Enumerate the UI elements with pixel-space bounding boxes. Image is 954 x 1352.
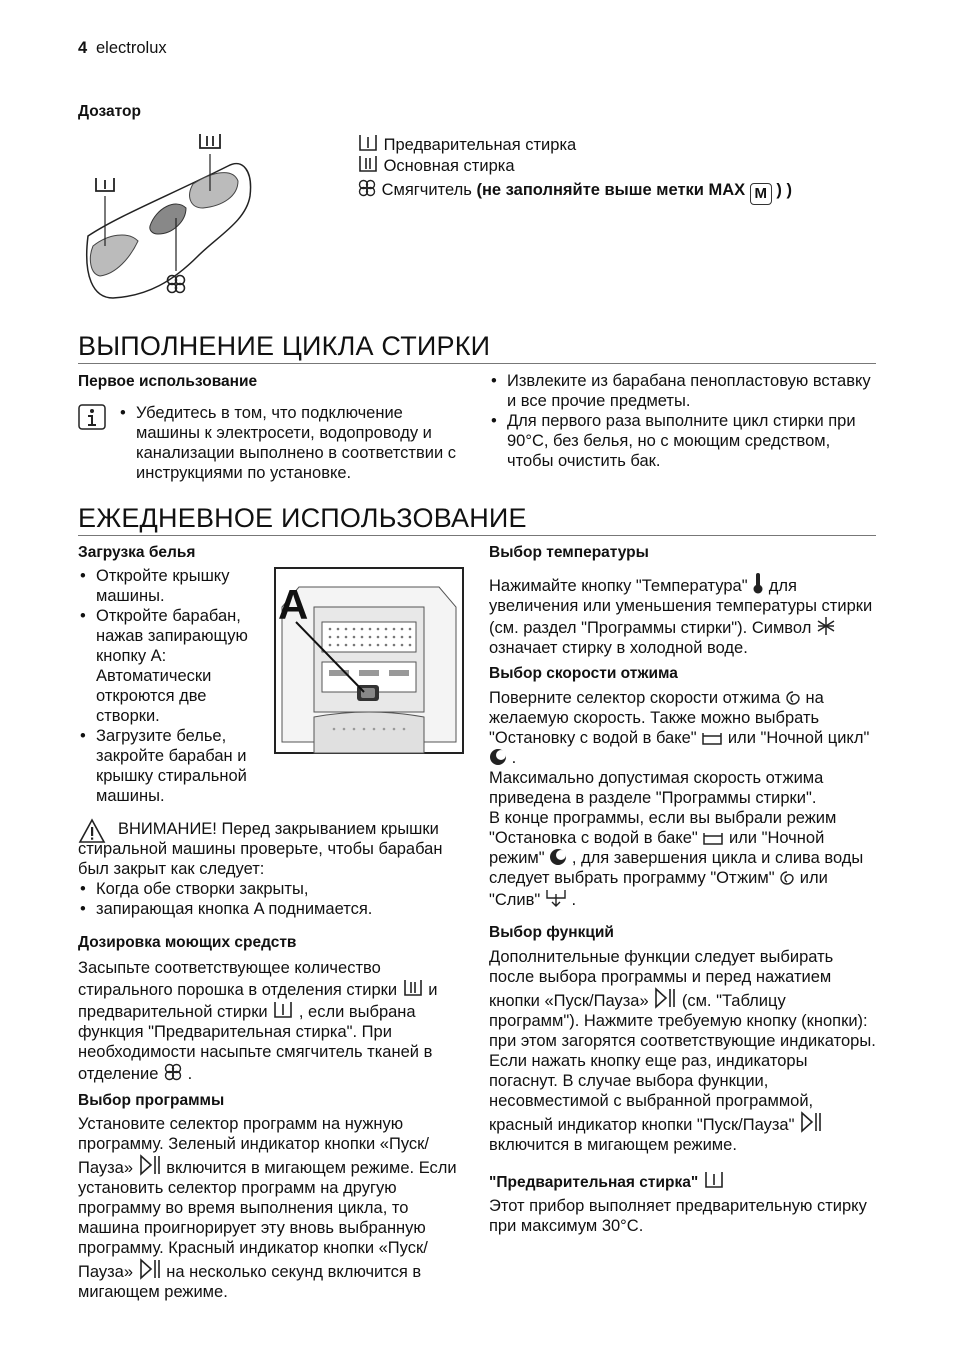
- start-pause-icon: [653, 987, 677, 1009]
- warning-paragraph: [78, 819, 460, 879]
- section-title-cycle: ВЫПОЛНЕНИЕ ЦИКЛА СТИРКИ: [78, 331, 491, 361]
- machine-figure: [274, 567, 464, 754]
- list-item: • запирающая кнопка A поднимается.: [78, 899, 460, 919]
- dosing-text-a: Засыпьте соответствующее количество стирального порошка в отделения стирки: [78, 959, 398, 999]
- prewash-function-title-text: "Предварительная стирка": [489, 1174, 699, 1191]
- list-item: • Убедитесь в том, что подключение машины к электросети, водопроводу и канализации выполнено в соответствии с инструкциями по установке.: [118, 403, 463, 483]
- warning-list: [78, 879, 460, 919]
- first-use-title: Первое использование: [78, 373, 258, 390]
- softener-icon: [163, 1062, 183, 1082]
- spin-icon: [785, 690, 801, 706]
- section-rule: [78, 535, 876, 536]
- list-item: • Для первого раза выполните цикл стирки при 90°C, без белья, но с моющим средством, чтобы очистить бак.: [489, 411, 874, 471]
- figure-label-a: A: [278, 581, 309, 628]
- program-title: Выбор программы: [78, 1092, 225, 1109]
- spin-text-f: В конце программы, если вы выбрали режим "Остановка с водой в баке": [489, 809, 837, 847]
- program-text-b: включится в мигающем режиме. Если установить селектор программ на другую программу во время выполнения цикла, то машина проигнорирует эту вновь выбранную программу. Красный индикатор кнопки «Пуск/Пауза»: [78, 1159, 457, 1281]
- spin-paragraph: [489, 688, 877, 910]
- dosing-paragraph: [78, 958, 460, 1084]
- list-item: • Загрузите белье, закройте барабан и крышку стиральной машины.: [78, 726, 250, 806]
- func-text-b: (см. "Таблицу программ"). Нажмите требуемую кнопку (кнопки): при этом загорятся соответствующие индикаторы. Если нажать кнопку еще раз, индикаторы погаснут. В случае выбора функции, несовместимой с выбранной программой, красный индикатор кнопки "Пуск/Пауза": [489, 992, 876, 1134]
- program-text-c: на несколько секунд включится в мигающем режиме.: [78, 1263, 422, 1301]
- cold-wash-icon: [816, 616, 836, 636]
- mainwash-icon: [357, 154, 379, 174]
- prewash-icon: [703, 1170, 725, 1190]
- softener-icon: [357, 178, 377, 198]
- dispenser-drawing: [78, 126, 268, 306]
- list-item: • Откройте барабан, нажав запирающую кнопку A: Автоматически откроются две створки.: [78, 606, 250, 726]
- night-cycle-icon: [489, 748, 507, 766]
- dispenser-title: Дозатор: [78, 103, 141, 120]
- loading-title: Загрузка белья: [78, 544, 196, 561]
- first-use-info-list: [118, 403, 463, 483]
- func-title: Выбор функций: [489, 924, 614, 941]
- start-pause-icon: [138, 1258, 162, 1280]
- info-icon: [78, 404, 106, 430]
- func-text-c: включится в мигающем режиме.: [489, 1136, 737, 1154]
- drain-icon: [545, 888, 567, 908]
- first-use-right-list: [489, 371, 874, 471]
- prewash-icon: [272, 1000, 294, 1020]
- func-text-a: Дополнительные функции следует выбирать после выбора программы и перед нажатием кнопки «Пуск/Пауза»: [489, 948, 834, 1010]
- dosing-title: Дозировка моющих средств: [78, 934, 297, 951]
- warning-title: ВНИМАНИЕ!: [118, 820, 217, 838]
- section-title-daily: ЕЖЕДНЕВНОЕ ИСПОЛЬЗОВАНИЕ: [78, 503, 527, 533]
- softener-note: (не заполняйте выше метки MAX: [476, 181, 746, 199]
- rinse-hold-icon: [702, 830, 724, 846]
- spin-text-a: Поверните селектор скорости отжима: [489, 689, 781, 707]
- start-pause-icon: [138, 1154, 162, 1176]
- thermometer-icon: [752, 572, 764, 594]
- legend-mainwash: [357, 154, 792, 175]
- legend-softener-label: Смягчитель: [381, 181, 472, 199]
- start-pause-icon: [799, 1111, 823, 1133]
- legend-softener: [357, 178, 792, 202]
- spin-text-g: или "Ночной режим": [489, 829, 825, 867]
- max-mark-icon: M: [750, 183, 772, 205]
- spin-text-c: или "Ночной цикл": [727, 729, 870, 747]
- night-cycle-icon: [549, 848, 567, 866]
- prewash-icon: [357, 133, 379, 153]
- spin-icon: [779, 870, 795, 886]
- temp-text-a: Нажимайте кнопку "Температура": [489, 577, 748, 595]
- spin-text-b: на желаемую скорость. Также можно выбрать "Остановку с водой в баке": [489, 689, 824, 747]
- dosing-text-b: и предварительной стирки: [78, 981, 438, 1021]
- dosing-text-c: , если выбрана функция "Предварительная стирка". При необходимости насыпьте смягчитель тканей в отделение: [78, 1003, 433, 1083]
- legend-prewash: [357, 133, 792, 154]
- brand-name: electrolux: [96, 39, 167, 57]
- spin-text-d: .: [511, 749, 517, 767]
- temp-text-c: означает стирку в холодной воде.: [489, 639, 748, 657]
- mainwash-icon: [402, 978, 424, 998]
- legend-prewash-label: Предварительная стирка: [383, 136, 577, 154]
- rinse-hold-icon: [701, 730, 723, 746]
- spin-text-j: .: [571, 891, 577, 909]
- list-item: • Извлеките из барабана пенопластовую вставку и все прочие предметы.: [489, 371, 874, 411]
- legend-mainwash-label: Основная стирка: [383, 157, 515, 175]
- temp-text-b: для увеличения или уменьшения температуры стирки (см. раздел "Программы стирки"). Символ: [489, 577, 873, 637]
- section-rule: [78, 363, 876, 364]
- warning-text: Перед закрыванием крышки стиральной машины проверьте, чтобы барабан был закрыт как следует:: [78, 820, 443, 878]
- program-text-a: Установите селектор программ на нужную программу. Зеленый индикатор кнопки «Пуск/Пауза»: [78, 1115, 429, 1177]
- program-paragraph: [78, 1114, 460, 1302]
- dosing-text-d: .: [187, 1065, 193, 1083]
- prewash-function-text: Этот прибор выполняет предварительную стирку при максимум 30°C.: [489, 1197, 867, 1235]
- spin-text-e: Максимально допустимая скорость отжима приведена в разделе "Программы стирки".: [489, 769, 824, 807]
- loading-list: [78, 566, 250, 806]
- func-paragraph: [489, 947, 877, 1155]
- spin-text-i: или "Слив": [489, 869, 828, 909]
- list-item: • Когда обе створки закрыты,: [78, 879, 460, 899]
- prewash-function-title: [489, 1170, 725, 1193]
- temp-title: Выбор температуры: [489, 544, 649, 561]
- softener-note-close: ) ): [776, 181, 792, 199]
- page-number: 4: [78, 39, 88, 57]
- spin-text-h: , для завершения цикла и слива воды следует выбрать программу "Отжим": [489, 849, 864, 887]
- list-item: • Откройте крышку машины.: [78, 566, 250, 606]
- spin-title: Выбор скорости отжима: [489, 665, 678, 682]
- temp-paragraph: [489, 572, 877, 658]
